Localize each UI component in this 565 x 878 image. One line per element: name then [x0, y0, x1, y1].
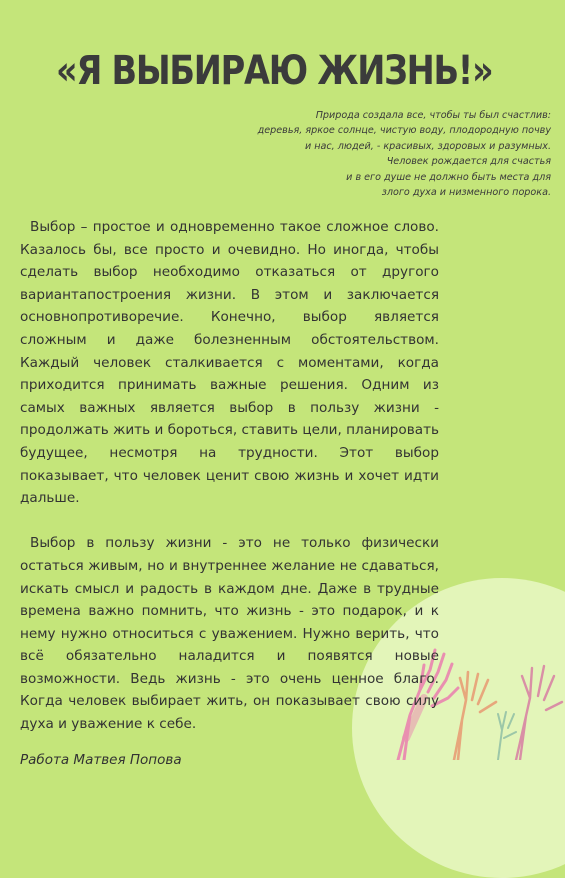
epigraph-line: и в его душе не должно быть места для — [346, 171, 551, 183]
author-credit: Работа Матвея Попова — [20, 752, 182, 768]
orange-hand-icon — [454, 672, 496, 760]
paragraph: Выбор – простое и одновременно такое сложное слово. Казалось бы, все просто и очевидно. Но иногда, чтобы сделать выбор необходимо отказаться от другого вариантапостроения жизни. В этом и заключается основнопротиворечие. Конечно, выбор является сложным и даже болезненным обстоятельством. Каждый человек сталкивается с моментами, когда приходится принимать важные решения. Одним из самых важных является выбор в пользу жизни - продолжать жить и бороться, ставить цели, планировать будущее, несмотря на трудности. Этот выбор показывает, что человек ценит свою жизнь и хочет идти дальше. — [20, 219, 439, 507]
paragraph: Выбор в пользу жизни - это не только физически остаться живым, но и внутреннее желание не сдаваться, искать смысл и радость в каждом дне. Даже в трудные времена важно помнить, что жизнь - это подарок, и к нему нужно относиться с уважением. Нужно верить, что всё обязательно наладится и появятся новые возможности. Ведь жизнь - это очень ценное благо. Когда человек выбирает жить, он показывает свою силу духа и уважение к себе. — [20, 535, 439, 733]
epigraph-line: злого духа и низменного порока. — [381, 187, 551, 199]
epigraph-line: Природа создала все, чтобы ты был счастлив: — [315, 110, 551, 121]
light-hand-icon — [516, 666, 562, 760]
small-hand-icon — [498, 712, 516, 760]
page-title: «Я ВЫБИРАЮ ЖИЗНЬ!» — [56, 48, 493, 94]
epigraph-line: деревья, яркое солнце, чистую воду, плодородную почву — [257, 125, 551, 137]
epigraph-line: и нас, людей, - красивых, здоровых и разумных. — [304, 140, 551, 152]
body-text — [20, 216, 439, 736]
epigraph — [191, 108, 551, 200]
epigraph-line: Человек рождается для счастья — [386, 156, 551, 168]
